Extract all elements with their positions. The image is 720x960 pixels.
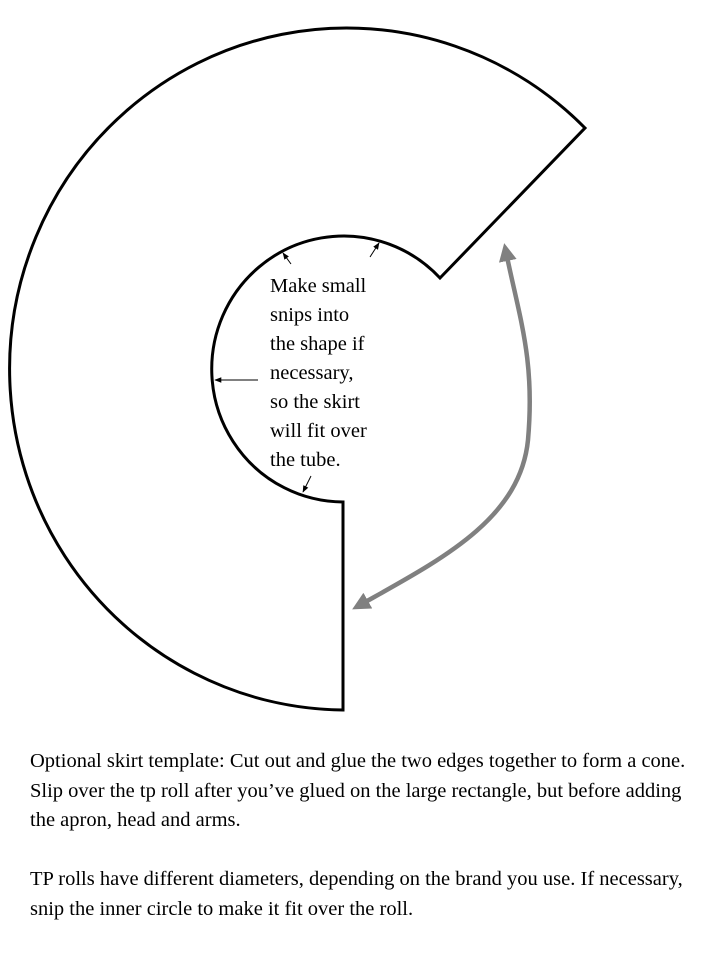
snip-arrow-bottom: [303, 476, 311, 492]
glue-edges-curved-arrow: [360, 252, 530, 605]
snip-arrow-top-right: [370, 243, 379, 257]
snip-arrow-top-left: [283, 253, 291, 264]
snip-note-line: so the skirt: [270, 391, 360, 413]
snip-note-line: will fit over: [270, 420, 367, 442]
snip-note: [270, 275, 372, 471]
instructions-paragraph: TP rolls have different diameters, depending on the brand you use. If necessary, snip the inner circle to make it fit over the roll.: [30, 868, 683, 920]
instructions-paragraph: Optional skirt template: Cut out and glue the two edges together to form a cone. Slip over the tp roll after you’ve glued on the large rectangle, but before adding the apron, head and arms.: [30, 750, 686, 831]
snip-note-line: snips into: [270, 304, 350, 326]
snip-note-line: necessary,: [270, 362, 354, 384]
snip-note-line: the tube.: [270, 449, 341, 471]
snip-note-line: the shape if: [270, 333, 365, 355]
instructions-block: [30, 747, 700, 924]
snip-note-line: Make small: [270, 275, 367, 297]
